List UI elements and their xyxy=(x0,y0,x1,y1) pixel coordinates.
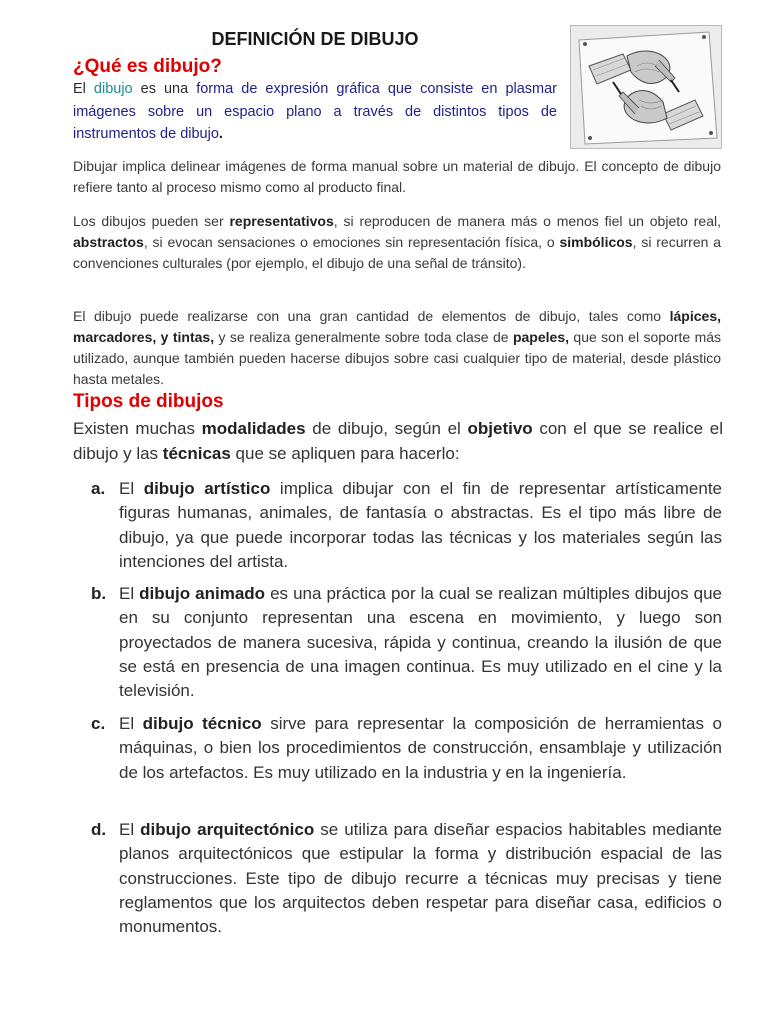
list-term: dibujo animado xyxy=(139,584,266,603)
intro-el: El xyxy=(73,81,94,97)
drawing-hands-icon xyxy=(571,26,721,148)
list-item-dibujo-animado xyxy=(90,582,722,703)
bold-simbolicos: simbólicos xyxy=(559,234,633,250)
list-marker: d. xyxy=(91,820,107,839)
drawing-hands-illustration xyxy=(570,25,722,149)
text-span: El xyxy=(119,820,141,839)
list-text: es una práctica por la cual se realizan múltiples dibujos que en su conjunto representan una escena en movimiento, y luego son proyectados de manera sucesiva, rápida y continua, creando la ilusión de que se está en presencia de una imagen continua. Es muy utilizado en el cine y la televisión. xyxy=(119,584,723,701)
paragraph-dibujar-implica: Dibujar implica delinear imágenes de forma manual sobre un material de dibujo. El concepto de dibujo refiere tanto al proceso mismo como al producto final. xyxy=(73,158,721,195)
list-term: dibujo arquitectónico xyxy=(140,820,315,839)
list-item-dibujo-artistico xyxy=(90,477,722,574)
text-span: , si reproducen de manera más o menos fiel un objeto real, xyxy=(333,213,721,229)
text-span: El xyxy=(119,714,143,733)
list-text: se utiliza para diseñar espacios habitables mediante planos arquitectónicos que estipular la forma y distribución espacial de las construcciones. Este tipo de dibujo recurre a técnicas muy precisas y tiene reglamentos que los arquitectos deben respetar para diseñar casa, edificios o monumentos. xyxy=(119,820,723,937)
text-span: que son el soporte más utilizado, aunque también pueden hacerse dibujos sobre casi cualquier tipo de material, desde plástico hasta metales. xyxy=(73,329,722,387)
bold-abstractos: abstractos xyxy=(73,234,144,250)
text-span: El xyxy=(119,479,144,498)
list-item-dibujo-arquitectonico xyxy=(90,818,722,939)
text-span: con el que se realice el dibujo y las xyxy=(73,419,723,463)
bold-papeles: papeles, xyxy=(512,329,569,345)
text-span: , si evocan sensaciones o emociones sin representación física, o xyxy=(143,234,560,250)
bold-modalidades: modalidades xyxy=(201,419,306,438)
text-span: de dibujo, según el xyxy=(305,419,468,438)
list-item-dibujo-tecnico xyxy=(90,712,722,785)
list-text: implica dibujar con el fin de representar artísticamente figuras humanas, animales, de fantasía o abstractas. Es el tipo más libre de dibujo, ya que puede incorporar todas las técnicas y los materiales según las intenciones del artista. xyxy=(119,479,722,571)
paragraph-elementos-de-dibujo xyxy=(73,306,721,390)
intro-definition: forma de expresión gráfica que consiste en plasmar imágenes sobre un espacio plano a través de distintos tipos de instrumentos de dibujo xyxy=(73,81,558,142)
section-heading-que-es-dibujo: ¿Qué es dibujo? xyxy=(73,56,222,77)
text-span: El xyxy=(119,584,140,603)
paragraph-modalidades xyxy=(73,417,723,466)
section-heading-tipos-de-dibujos: Tipos de dibujos xyxy=(73,391,224,412)
paragraph-tipos-representacion xyxy=(73,211,721,274)
bold-tecnicas: técnicas xyxy=(162,443,231,463)
list-text: sirve para representar la composición de herramientas o máquinas, o bien los procedimientos de construcción, ensamblaje y utilización de los artefactos. Es muy utilizado en la industria y en la ingeniería. xyxy=(119,714,722,782)
list-marker: a. xyxy=(91,479,106,498)
list-marker: b. xyxy=(91,584,107,603)
text-span: Los dibujos pueden ser xyxy=(73,213,230,229)
document-title: DEFINICIÓN DE DIBUJO xyxy=(211,29,419,49)
bold-representativos: representativos xyxy=(229,213,334,229)
list-term: dibujo artístico xyxy=(143,479,271,498)
text-span: Existen muchas xyxy=(73,419,202,438)
intro-period: . xyxy=(218,126,223,142)
list-marker: c. xyxy=(91,714,106,733)
list-term: dibujo técnico xyxy=(142,714,262,733)
intro-dibujo-term: dibujo xyxy=(93,81,133,97)
intro-paragraph xyxy=(73,78,557,146)
text-span: , si recurren a convenciones culturales (por ejemplo, el dibujo de una señal de tránsito). xyxy=(73,234,722,271)
text-span: que se apliquen para hacerlo: xyxy=(230,443,460,463)
text-span: El dibujo puede realizarse con una gran cantidad de elementos de dibujo, tales como xyxy=(73,308,670,324)
intro-es-una: es una xyxy=(132,81,197,97)
bold-objetivo: objetivo xyxy=(467,419,533,438)
bold-lapices: lápices, marcadores, y tintas, xyxy=(73,308,721,345)
text-span: y se realiza generalmente sobre toda clase de xyxy=(214,329,513,345)
